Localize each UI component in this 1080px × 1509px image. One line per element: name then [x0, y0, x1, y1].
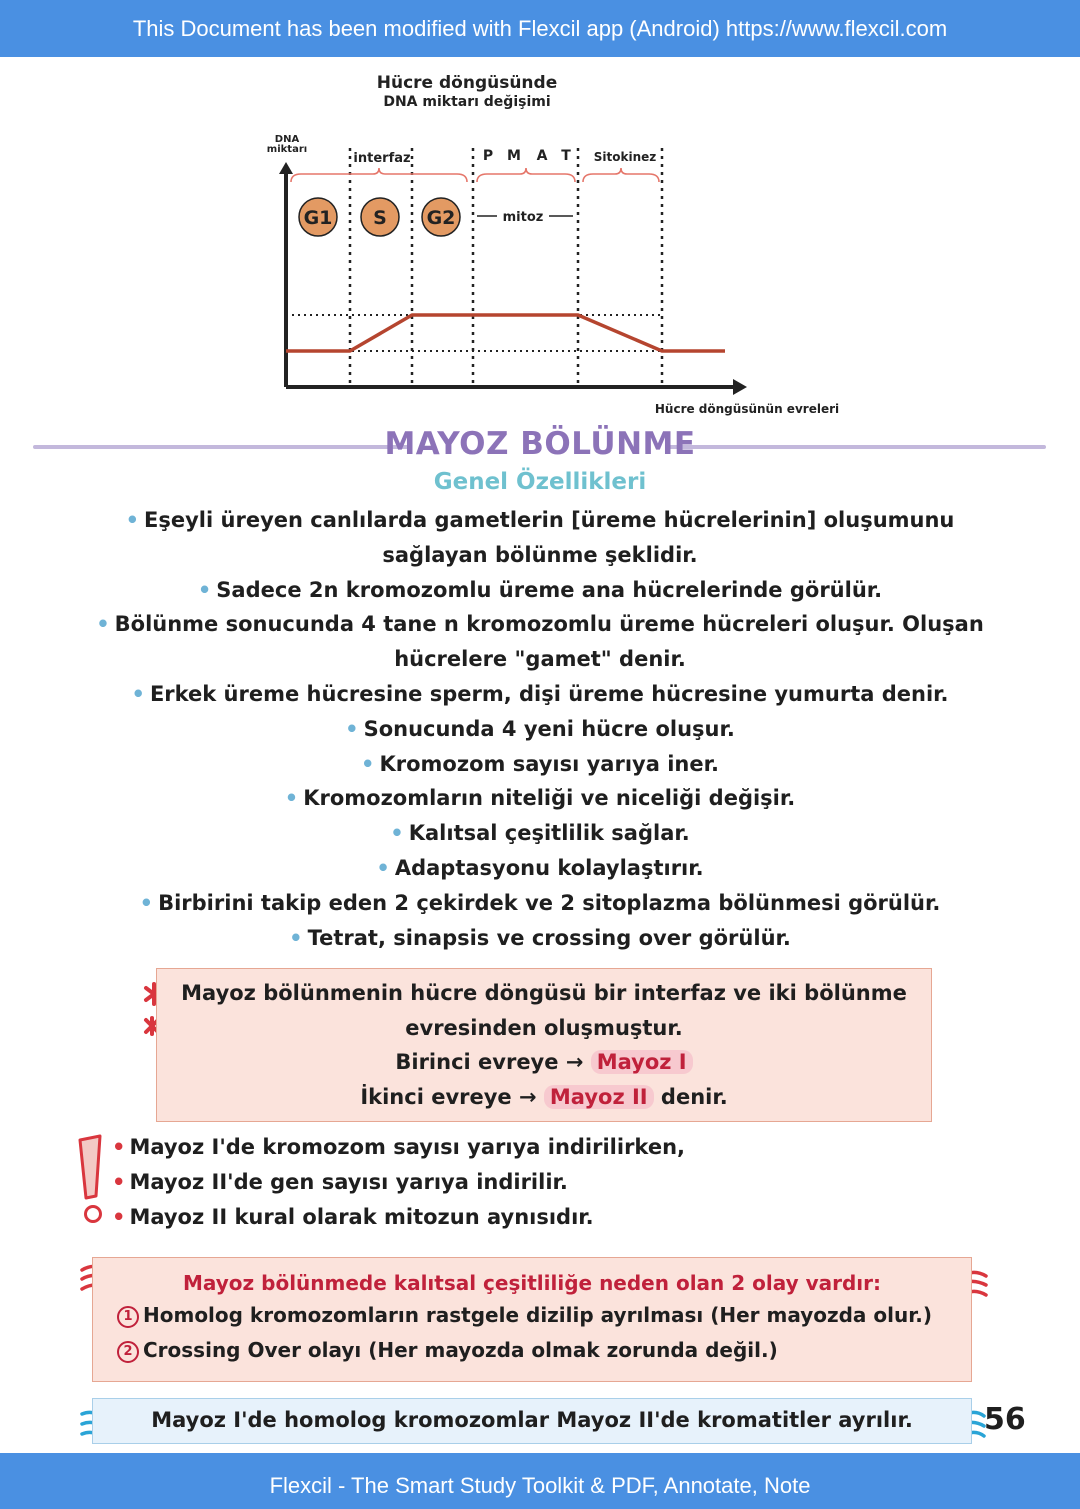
- variety-item: 1 Homolog kromozomların rastgele dizilip ayrılması (Her mayozda olur.): [93, 1298, 971, 1333]
- feature-item: • Adaptasyonu kolaylaştırır.: [376, 855, 704, 880]
- feature-item: • Kalıtsal çeşitlilik sağlar.: [390, 821, 690, 846]
- feature-item-cont: sağlayan bölünme şeklidir.: [382, 542, 698, 567]
- arrow-icon: →: [518, 1084, 537, 1109]
- number-badge: 2: [117, 1341, 139, 1363]
- warning-item: • Mayoz I'de kromozom sayısı yarıya indirilirken,: [112, 1135, 686, 1159]
- feature-item: • Erkek üreme hücresine sperm, dişi üreme hücresine yumurta denir.: [131, 681, 949, 706]
- bullet-icon: •: [125, 508, 140, 532]
- feature-item: • Birbirini takip eden 2 çekirdek ve 2 sitoplazma bölünmesi görülür.: [139, 890, 941, 915]
- phase-label-t: T: [561, 148, 571, 164]
- warning-item: • Mayoz II kural olarak mitozun aynısıdır.: [112, 1205, 594, 1229]
- feature-item: • Sonucunda 4 yeni hücre oluşur.: [345, 716, 735, 741]
- bullet-icon: •: [289, 925, 303, 950]
- note-line-1: Mayoz bölünmenin hücre döngüsü bir interfaz ve iki bölünme: [181, 981, 907, 1005]
- top-banner[interactable]: This Document has been modified with Flexcil app (Android) https://www.flexcil.com: [0, 0, 1080, 57]
- note-line-4: İkinci evreye → Mayoz II denir.: [360, 1084, 728, 1109]
- interfaz-bracket: [291, 168, 467, 182]
- bullet-icon: •: [345, 716, 359, 741]
- note-line-2: evresinden oluşmuştur.: [405, 1015, 683, 1040]
- bullet-icon: •: [361, 751, 375, 776]
- exclamation-icon: [76, 1134, 110, 1228]
- section-title: MAYOZ BÖLÜNME: [384, 426, 696, 462]
- y-axis-arrow-icon: [279, 162, 293, 174]
- variety-heading: Mayoz bölünmede kalıtsal çeşitliliğe neden olan 2 olay vardır:: [182, 1271, 882, 1295]
- chart-ylabel-line-1: DNA: [274, 134, 300, 145]
- chart-title-line-2: DNA miktarı değişimi: [383, 94, 551, 110]
- chart-title-line-1: Hücre döngüsünde: [376, 73, 558, 93]
- mayoz-2-highlight: Mayoz II: [544, 1085, 654, 1109]
- phase-circle-label-g2: G2: [426, 207, 456, 229]
- note-line-3: Birinci evreye → Mayoz I: [157, 1045, 931, 1080]
- pmat-bracket: [477, 168, 575, 182]
- sitokinez-bracket: [583, 168, 659, 182]
- bullet-icon: •: [139, 890, 154, 915]
- bullet-icon: •: [96, 612, 110, 637]
- genetic-variety-box: [92, 1257, 972, 1382]
- chromosome-separation-note: Mayoz I'de homolog kromozomlar Mayoz II'de kromatitler ayrılır.: [92, 1398, 972, 1444]
- feature-item: • Kromozomların niteliği ve niceliği değişir.: [284, 786, 796, 811]
- chart-xlabel: Hücre döngüsünün evreleri: [654, 402, 840, 416]
- chart-ylabel-line-2: miktarı: [266, 144, 308, 155]
- feature-item: • Kromozom sayısı yarıya iner.: [361, 751, 719, 776]
- feature-item: • Eşeyli üreyen canlılarda gametlerin [üreme hücrelerinin] oluşumunu: [125, 508, 955, 532]
- variety-item: 2 Crossing Over olayı (Her mayozda olmak zorunda değil.): [93, 1333, 971, 1368]
- feature-item: • Tetrat, sinapsis ve crossing over görülür.: [289, 925, 791, 950]
- feature-item: • Bölünme sonucunda 4 tane n kromozomlu üreme hücreleri oluşur. Oluşan: [96, 612, 984, 637]
- phase-label-a: A: [536, 148, 548, 164]
- phase-label-sitokinez: Sitokinez: [593, 150, 657, 164]
- bottom-banner[interactable]: Flexcil - The Smart Study Toolkit & PDF, Annotate, Note: [0, 1453, 1080, 1509]
- mayoz-1-highlight: Mayoz I: [591, 1050, 693, 1074]
- feature-list: [0, 503, 1080, 955]
- bullet-icon: •: [131, 681, 145, 706]
- arrow-icon: →: [565, 1050, 584, 1074]
- page-number: 56: [984, 1402, 1026, 1437]
- dna-chart: [255, 60, 855, 430]
- bullet-icon: •: [197, 577, 212, 602]
- warning-item: • Mayoz II'de gen sayısı yarıya indirilir.: [112, 1170, 568, 1194]
- bullet-icon: •: [284, 786, 299, 811]
- dna-amount-line: [286, 315, 725, 351]
- phase-circle-label-g1: G1: [303, 207, 333, 229]
- feature-item-cont: hücrelere "gamet" denir.: [394, 647, 686, 672]
- bullet-icon: •: [390, 821, 404, 846]
- mitoz-label: mitoz: [502, 210, 544, 225]
- bullet-icon: •: [376, 855, 390, 880]
- mayoz-phases-note: [156, 968, 932, 1122]
- phase-label-p: P: [482, 148, 494, 164]
- warning-list: [112, 1130, 685, 1235]
- number-badge: 1: [117, 1306, 139, 1328]
- section-subtitle: Genel Özellikleri: [433, 469, 647, 495]
- x-axis-arrow-icon: [733, 379, 747, 395]
- feature-item: • Sadece 2n kromozomlu üreme ana hücrelerinde görülür.: [197, 577, 883, 602]
- phase-label-m: M: [507, 148, 521, 164]
- phase-label-interfaz: interfaz: [353, 151, 411, 166]
- phase-circle-label-s: S: [373, 207, 387, 229]
